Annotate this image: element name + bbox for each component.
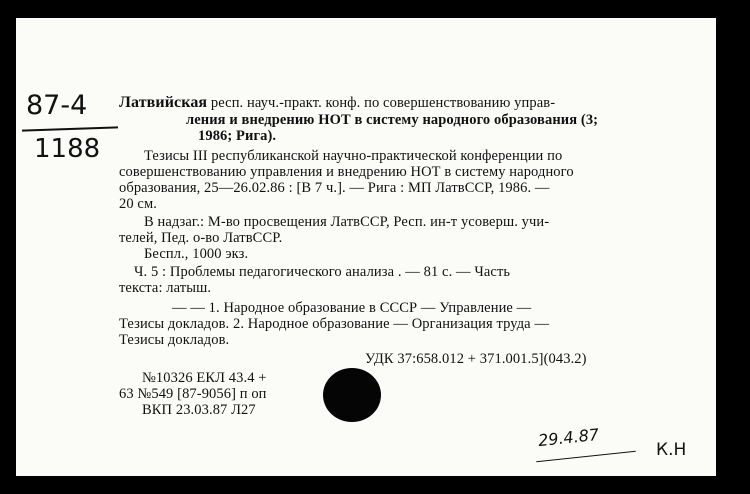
heading-word: Латвийская bbox=[119, 94, 208, 111]
shelf-mark-top: 87-4 bbox=[26, 90, 88, 121]
heading-rest: респ. науч.-практ. конф. по совершенствованию управ- bbox=[207, 95, 556, 111]
code-line-3: ВКП 23.03.87 Л27 bbox=[142, 402, 256, 418]
card-line-12: текста: латыш. bbox=[119, 280, 212, 296]
shelf-mark-underline bbox=[22, 126, 118, 131]
card-line-5: совершенствованию управления и внедрению НОТ в систему народного bbox=[119, 164, 574, 180]
card-line-8: В надзаг.: М-во просвещения ЛатвССР, Респ. ин-т усоверш. учи- bbox=[144, 214, 550, 230]
shelf-mark-bottom: 1188 bbox=[34, 134, 101, 164]
card-line-9: телей, Пед. о-во ЛатвССР. bbox=[119, 230, 283, 246]
card-line-10: Беспл., 1000 экз. bbox=[144, 246, 249, 262]
card-line-14: Тезисы докладов. 2. Народное образование — Организация труда — bbox=[119, 316, 550, 332]
card-line-2: ления и внедрению НОТ в систему народного образования (3; bbox=[186, 112, 599, 128]
udk-index: УДК 37:658.012 + 371.001.5](043.2) bbox=[365, 351, 587, 367]
card-line-4: Тезисы III республиканской научно-практической конференции по bbox=[144, 148, 563, 164]
code-line-2: 63 №549 [87-9056] п оп bbox=[119, 386, 267, 402]
code-line-1: №10326 ЕКЛ 43.4 + bbox=[142, 370, 267, 386]
card-line-11: Ч. 5 : Проблемы педагогического анализа . — 81 с. — Часть bbox=[134, 264, 511, 280]
card-line-1 bbox=[119, 95, 555, 111]
date-underline bbox=[536, 451, 636, 462]
handwritten-date: 29.4.87 bbox=[537, 424, 600, 451]
handwritten-initials: К.Н bbox=[656, 440, 687, 460]
card-line-7: 20 см. bbox=[119, 196, 157, 212]
card-line-6: образования, 25—26.02.86 : [В 7 ч.]. — Рига : МП ЛатвССР, 1986. — bbox=[119, 180, 550, 196]
card-line-3: 1986; Рига). bbox=[198, 128, 277, 144]
catalog-card bbox=[16, 18, 716, 476]
card-line-15: Тезисы докладов. bbox=[119, 332, 230, 348]
ink-blot bbox=[323, 368, 381, 422]
card-line-13: — — 1. Народное образование в СССР — Управление — bbox=[172, 300, 532, 316]
